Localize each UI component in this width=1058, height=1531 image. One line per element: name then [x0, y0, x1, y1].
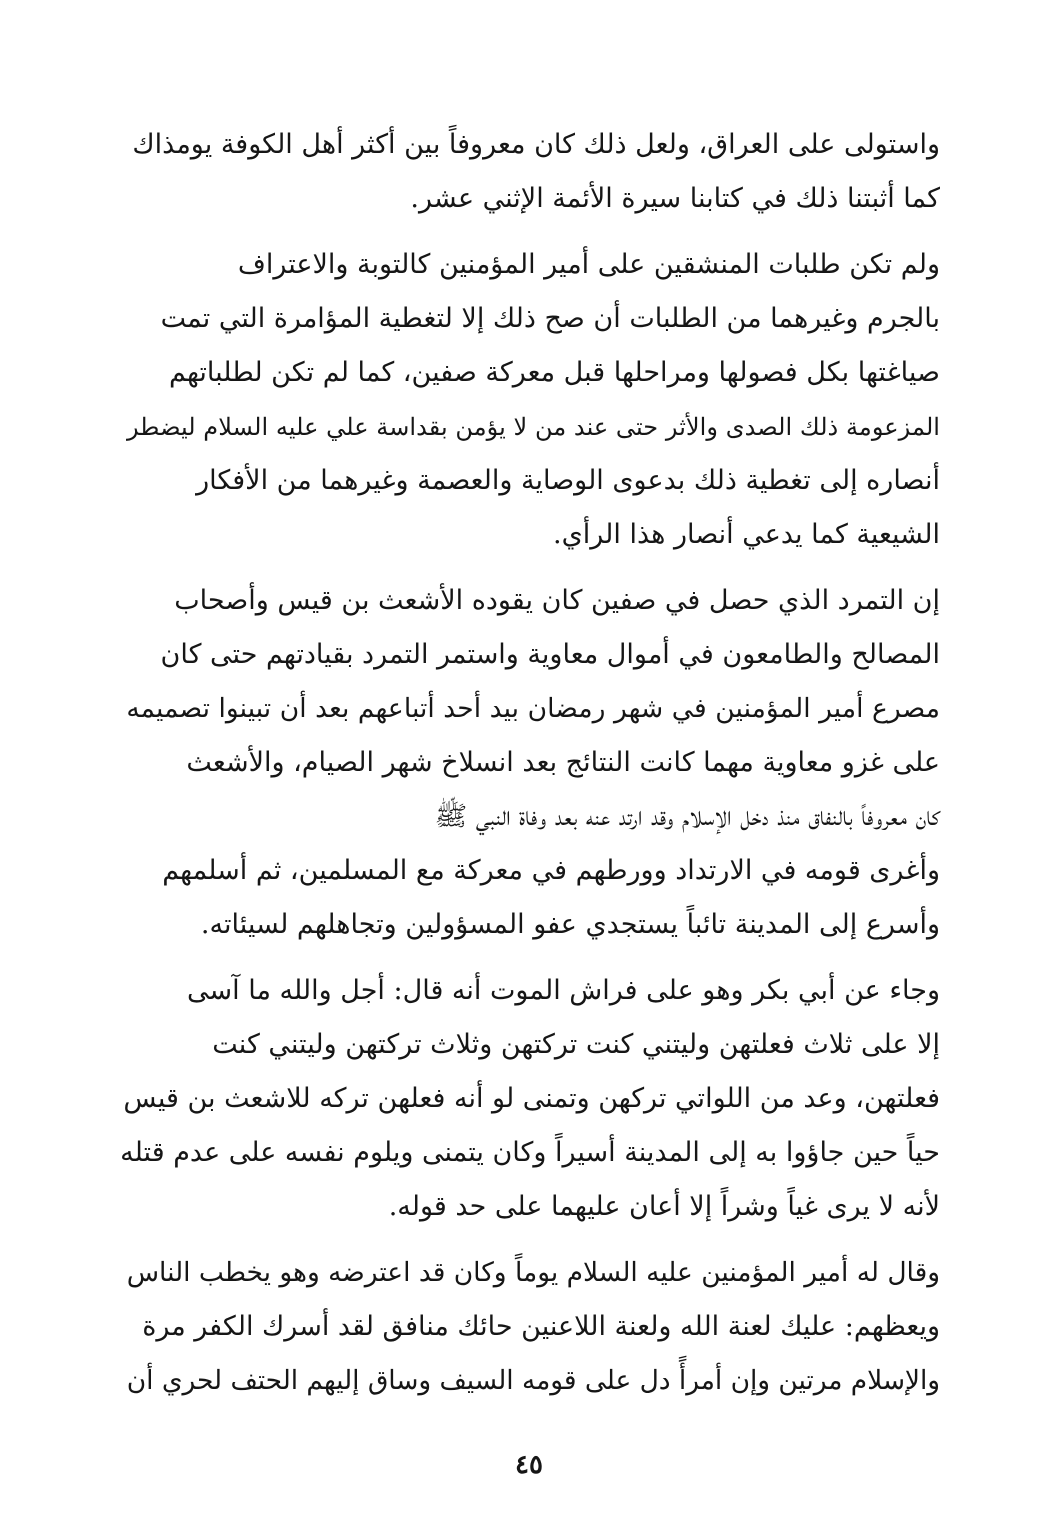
paragraph-4 — [118, 964, 940, 1234]
text-line: وأغرى قومه في الارتداد وورطهم في معركة مع المسلمين، ثم أسلمهم — [162, 855, 940, 886]
text-line: إن التمرد الذي حصل في صفين كان يقوده الأشعث بن قيس وأصحاب — [174, 585, 940, 616]
text-line: بالجرم وغيرهما من الطلبات أن صح ذلك إلا لتغطية المؤامرة التي تمت — [160, 303, 940, 334]
text-line: فعلتهن، وعد من اللواتي تركهن وتمنى لو أنه فعلهن تركه للاشعث بن قيس — [123, 1083, 940, 1114]
paragraph-2 — [118, 238, 940, 562]
text-line: وأسرع إلى المدينة تائباً يستجدي عفو المسؤولين وتجاهلهم لسيئاته. — [200, 909, 940, 940]
paragraph-3 — [118, 574, 940, 952]
text-line: المزعومة ذلك الصدى والأثر حتى عند من لا يؤمن بقداسة علي عليه السلام ليضطر — [126, 413, 940, 441]
paragraph-1 — [118, 118, 940, 226]
text-line: حياً حين جاؤوا به إلى المدينة أسيراً وكان يتمنى ويلوم نفسه على عدم قتله — [120, 1137, 940, 1168]
text-line: وجاء عن أبي بكر وهو على فراش الموت أنه قال: أجل والله ما آسى — [187, 975, 940, 1006]
text-line: إلا على ثلاث فعلتهن وليتني كنت تركتهن وثلاث تركتهن وليتني كنت — [212, 1029, 940, 1060]
text-line: واستولى على العراق، ولعل ذلك كان معروفاً بين أكثر أهل الكوفة يومذاك — [132, 129, 940, 160]
text-line: مصرع أمير المؤمنين في شهر رمضان بيد أحد أتباعهم بعد أن تبينوا تصميمه — [126, 693, 940, 724]
text-line: والإسلام مرتين وإن أمرأً دل على قومه السيف وساق إليهم الحتف لحري أن — [126, 1366, 940, 1396]
paragraph-5 — [118, 1246, 940, 1408]
text-line: لأنه لا يرى غياً وشراً إلا أعان عليهما على حد قوله. — [388, 1191, 940, 1222]
text-line: أنصاره إلى تغطية ذلك بدعوى الوصاية والعصمة وغيرهما من الأفكار — [196, 465, 940, 496]
text-line: وقال له أمير المؤمنين عليه السلام يوماً وكان قد اعترضه وهو يخطب الناس — [126, 1257, 940, 1288]
text-line: ولم تكن طلبات المنشقين على أمير المؤمنين كالتوبة والاعتراف — [237, 249, 940, 280]
text-line: كان معروفاً بالنفاق منذ دخل الإسلام وقد ارتد عنه بعد وفاة النبي ﷺ — [434, 801, 940, 832]
body-text — [118, 118, 940, 1408]
text-line: الشيعية كما يدعي أنصار هذا الرأي. — [553, 519, 940, 550]
page-number: ٤٥ — [515, 1450, 543, 1480]
text-line: على غزو معاوية مهما كانت النتائج بعد انسلاخ شهر الصيام، والأشعث — [186, 747, 940, 778]
text-line: المصالح والطامعون في أموال معاوية واستمر التمرد بقيادتهم حتى كان — [160, 639, 940, 670]
text-line: صياغتها بكل فصولها ومراحلها قبل معركة صفين، كما لم تكن لطلباتهم — [168, 357, 940, 388]
text-line: كما أثبتنا ذلك في كتابنا سيرة الأئمة الإثني عشر. — [410, 183, 940, 214]
text-line: ويعظهم: عليك لعنة الله ولعنة اللاعنين حائك منافق لقد أسرك الكفر مرة — [142, 1311, 940, 1342]
